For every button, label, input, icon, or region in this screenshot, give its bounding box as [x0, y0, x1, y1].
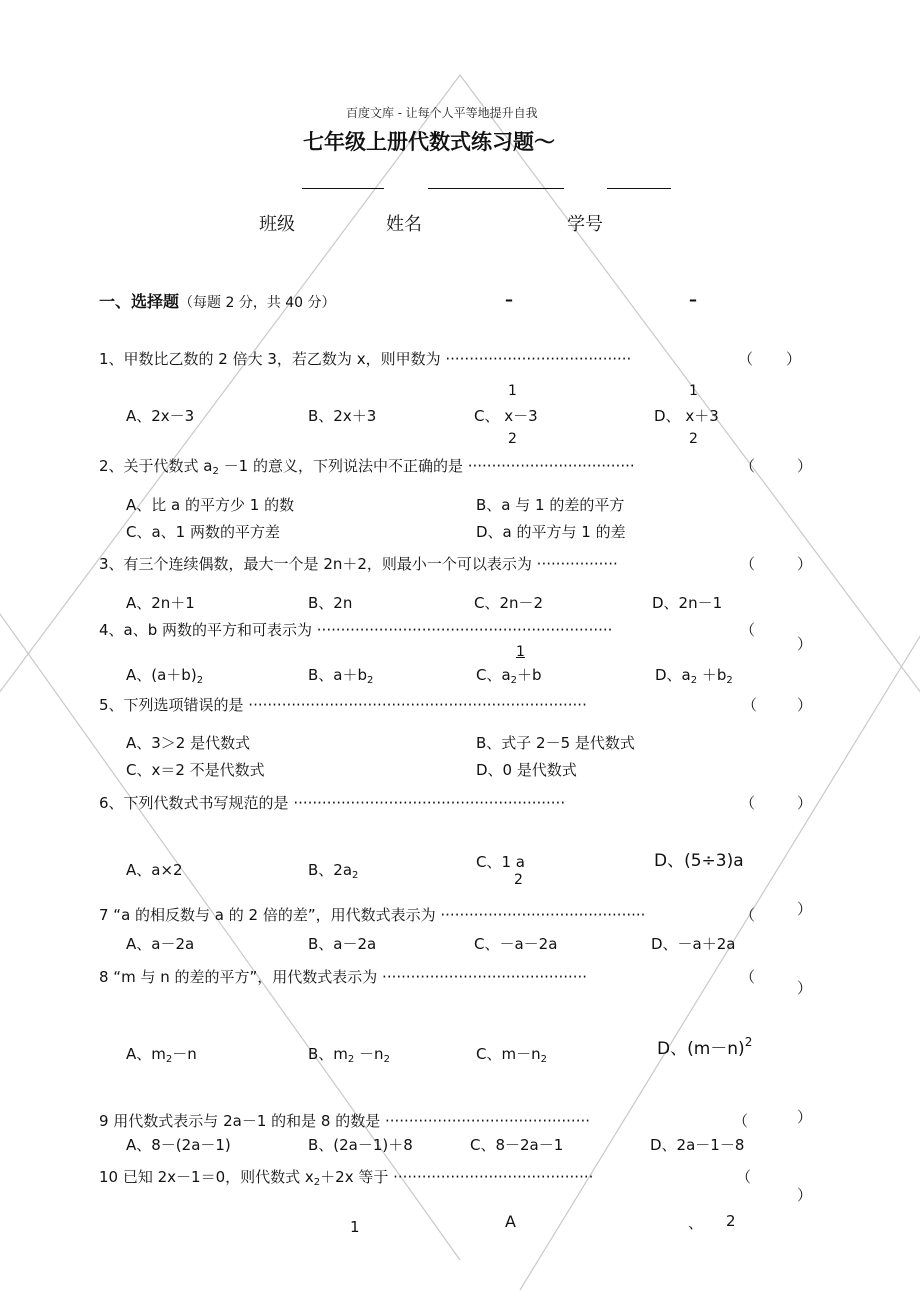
name-line-3 — [607, 188, 671, 189]
fraction-denominator: 2 — [514, 872, 523, 888]
option-text: ＋b — [697, 666, 727, 684]
option-b[interactable]: B、2x＋3 — [308, 407, 377, 425]
option-c[interactable]: C、x＝2 不是代数式 — [126, 761, 265, 779]
answer-paren-close-5: ） — [797, 696, 813, 714]
question-6: 6、下列代数式书写规范的是 ························································· — [99, 794, 566, 812]
option-b[interactable] — [308, 861, 359, 881]
answer-paren-open-2: （ — [740, 457, 756, 475]
section-note: （每题 2 分，共 40 分） — [179, 295, 336, 311]
superscript: 2 — [352, 870, 359, 881]
option-text: D、a — [655, 666, 691, 684]
superscript: 2 — [196, 675, 204, 686]
option-text: B、2a — [308, 861, 353, 879]
question-text: －1 的意义，下列说法中不正确的是 ··································· — [218, 457, 635, 475]
answer-paren-close-7: ） — [797, 900, 813, 918]
superscript: 2 — [383, 1054, 390, 1065]
option-b[interactable]: B、式子 2－5 是代数式 — [476, 734, 635, 752]
option-a[interactable]: A、a－2a — [126, 935, 195, 953]
option-d[interactable]: D、2n－1 — [652, 594, 723, 612]
option-b[interactable]: B、(2a－1)＋8 — [308, 1136, 413, 1154]
class-label: 班级 — [259, 214, 295, 235]
option-b[interactable]: B、a－2a — [308, 935, 377, 953]
option-a[interactable]: A、2n＋1 — [126, 594, 195, 612]
superscript: 2 — [690, 675, 698, 686]
answer-paren-open-5: （ — [742, 696, 758, 714]
answer-paren-open-10: （ — [736, 1168, 752, 1186]
option-text: －n — [172, 1045, 197, 1063]
superscript: 2 — [726, 675, 733, 686]
option-c[interactable]: C、8－2a－1 — [470, 1136, 564, 1154]
option-c[interactable]: C、 x－3 — [474, 407, 538, 425]
answer-paren-open-1: （ — [738, 350, 754, 368]
option-d[interactable]: D、a 的平方与 1 的差 — [476, 523, 626, 541]
superscript: 2 — [165, 1054, 173, 1065]
option-a[interactable] — [126, 666, 204, 686]
section-dash-1: – — [505, 290, 513, 309]
option-d[interactable]: D、 x＋3 — [654, 407, 719, 425]
superscript: 2 — [367, 675, 374, 686]
question-5: 5、下列选项错误的是 ······································································· — [99, 696, 587, 714]
answer-paren-close-3: ） — [797, 555, 813, 573]
question-text: ＋2x 等于 ·········································· — [320, 1168, 594, 1186]
option-c[interactable]: C、a、1 两数的平方差 — [126, 523, 280, 541]
answer-paren-close-10: ） — [797, 1186, 813, 1204]
answer-paren-open-9: （ — [733, 1112, 749, 1130]
option-text: C、a — [476, 666, 511, 684]
option-text: B、a＋b — [308, 666, 368, 684]
fraction-numerator: 1 — [508, 383, 517, 399]
option-c[interactable] — [476, 1045, 547, 1065]
option-c[interactable] — [476, 666, 542, 686]
answer-paren-open-8: （ — [740, 968, 756, 986]
fraction-numerator: 1 — [689, 383, 698, 399]
footer-fragment: 、 — [688, 1214, 704, 1232]
option-d[interactable]: D、(5÷3)a — [654, 851, 744, 871]
option-c[interactable]: C、1 a — [476, 853, 525, 871]
superscript: 2 — [212, 466, 219, 477]
superscript: 2 — [510, 675, 518, 686]
superscript: 2 — [540, 1054, 547, 1065]
section-dash-2: – — [689, 290, 697, 309]
question-2 — [99, 457, 635, 477]
question-text: 2、关于代数式 a — [99, 457, 213, 475]
option-text: －n — [354, 1045, 384, 1063]
option-d[interactable] — [655, 666, 733, 686]
option-a[interactable]: A、2x－3 — [126, 407, 195, 425]
option-a[interactable]: A、8－(2a－1) — [126, 1136, 231, 1154]
answer-paren-close-8: ） — [797, 979, 813, 997]
superscript: 2 — [744, 1035, 753, 1049]
option-c[interactable]: C、－a－2a — [474, 935, 558, 953]
option-d[interactable] — [657, 1035, 753, 1059]
option-b[interactable]: B、2n — [308, 594, 353, 612]
option-a[interactable]: A、3＞2 是代数式 — [126, 734, 251, 752]
superscript: 2 — [313, 1177, 321, 1188]
footer-fragment: A — [505, 1212, 516, 1231]
option-a[interactable]: A、比 a 的平方少 1 的数 — [126, 496, 295, 514]
option-text: A、(a＋b) — [126, 666, 197, 684]
fraction-numerator: 1 — [516, 644, 525, 660]
name-line-2 — [428, 188, 564, 189]
option-b[interactable]: B、a 与 1 的差的平方 — [476, 496, 625, 514]
answer-paren-close-1: ） — [786, 350, 802, 368]
option-b[interactable] — [308, 666, 374, 686]
page-title: 七年级上册代数式练习题～ — [303, 129, 555, 154]
question-1: 1、甲数比乙数的 2 倍大 3，若乙数为 x，则甲数为 ······································· — [99, 350, 632, 368]
option-text: A、m — [126, 1045, 166, 1063]
question-9: 9 用代数式表示与 2a－1 的和是 8 的数是 ··········································· — [99, 1112, 591, 1130]
student-id-label: 学号 — [567, 214, 603, 235]
answer-paren-close-4: ） — [797, 635, 813, 653]
name-label: 姓名 — [386, 214, 422, 235]
option-b[interactable] — [308, 1045, 390, 1065]
fraction-denominator: 2 — [689, 431, 698, 447]
option-text: ＋b — [517, 666, 542, 684]
option-a[interactable]: A、a×2 — [126, 861, 183, 879]
question-8: 8 “m 与 n 的差的平方”，用代数式表示为 ··········································· — [99, 968, 588, 986]
option-text: B、m — [308, 1045, 348, 1063]
superscript: 2 — [347, 1054, 355, 1065]
answer-paren-close-6: ） — [797, 794, 813, 812]
footer-fragment: 1 — [350, 1218, 360, 1236]
fraction-denominator: 2 — [508, 431, 517, 447]
option-text: C、m－n — [476, 1045, 541, 1063]
answer-paren-open-4: （ — [740, 621, 756, 639]
answer-paren-open-3: （ — [740, 555, 756, 573]
section-heading: 一、选择题 — [99, 292, 180, 311]
page-header: 百度文库 - 让每个人平等地提升自我 — [346, 106, 538, 120]
answer-paren-close-2: ） — [797, 457, 813, 475]
question-3: 3、有三个连续偶数，最大一个是 2n＋2，则最小一个可以表示为 ················· — [99, 555, 618, 573]
answer-paren-open-7: （ — [740, 906, 756, 924]
footer-fragment: 2 — [726, 1212, 736, 1230]
answer-paren-close-9: ） — [797, 1108, 813, 1126]
question-7: 7 “a 的相反数与 a 的 2 倍的差”，用代数式表示为 ··········································· — [99, 906, 646, 924]
option-c[interactable]: C、2n－2 — [474, 594, 544, 612]
name-line-1 — [302, 188, 384, 189]
question-4: 4、a、b 两数的平方和可表示为 ······························································ — [99, 621, 613, 639]
option-d[interactable]: D、0 是代数式 — [476, 761, 577, 779]
section-title — [99, 294, 336, 310]
option-text: D、(m－n) — [657, 1039, 745, 1059]
option-d[interactable]: D、－a＋2a — [651, 935, 736, 953]
option-a[interactable] — [126, 1045, 197, 1065]
option-d[interactable]: D、2a－1－8 — [650, 1136, 745, 1154]
answer-paren-open-6: （ — [740, 794, 756, 812]
question-text: 10 已知 2x－1＝0，则代数式 x — [99, 1168, 314, 1186]
question-10 — [99, 1168, 594, 1188]
